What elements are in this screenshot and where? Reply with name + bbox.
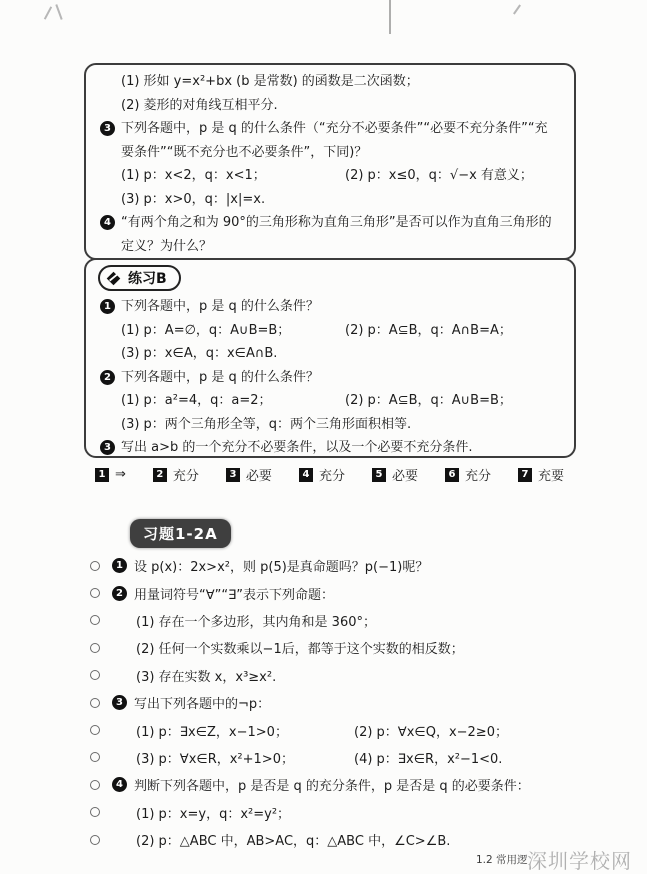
answer-item (299, 465, 345, 484)
margin-circle-icon (90, 698, 100, 708)
item-text: 下列各题中，p 是 q 的什么条件？ (121, 369, 319, 385)
item-number-badge: 4 (112, 777, 127, 792)
answer-text: 充要 (537, 469, 564, 484)
item-text: (1) p：x=y，q：x²=y²； (136, 806, 291, 822)
item-number-badge: 1 (100, 299, 115, 314)
list-item (100, 70, 560, 94)
list-item (100, 366, 560, 390)
answer-text: ⇒ (115, 467, 126, 482)
problem-box-exercise-b (84, 258, 576, 458)
item-text: (2) p：∀x∈Q，x−2≥0； (354, 724, 508, 740)
exercise-row (90, 799, 588, 826)
item-text: (1) p：A=∅，q：A∪B=B； (121, 322, 291, 338)
item-text: (2) 任何一个实数乘以−1后，都等于这个实数的相反数； (136, 642, 464, 658)
exercise-row (90, 689, 588, 716)
margin-circle-icon (90, 780, 100, 790)
exercise-row (90, 662, 588, 689)
item-number-badge: 3 (112, 695, 127, 710)
watermark: 深圳学校网 (527, 849, 632, 873)
item-text: (2) p：A⊆B，q：A∩B=A； (345, 322, 512, 338)
answer-item (445, 465, 491, 484)
margin-circle-icon (90, 615, 100, 625)
item-text: 用量词符号“∀”“∃”表示下列命题： (134, 587, 335, 603)
item-text: (3) p：∀x∈R，x²+1>0； (136, 751, 294, 767)
scan-artifact (389, 0, 391, 34)
answer-item (372, 465, 418, 484)
item-text: (1) p：x<2，q：x<1； (121, 168, 266, 183)
exercise-row (90, 607, 588, 634)
item-number-badge: 3 (100, 121, 115, 136)
list-item (100, 211, 560, 258)
scan-artifact (44, 6, 52, 19)
item-text: (1) 存在一个多边形，其内角和是 360°； (136, 614, 376, 630)
list-item (100, 389, 560, 413)
item-number-badge: 2 (100, 370, 115, 385)
item-text: 判断下列各题中，p 是否是 q 的充分条件，p 是否是 q 的必要条件： (134, 779, 530, 795)
item-text: (2) p：△ABC 中，AB>AC，q：△ABC 中，∠C>∠B. (136, 834, 451, 850)
list-item (100, 117, 560, 164)
exercise-row (90, 579, 588, 606)
scan-artifact (513, 4, 521, 14)
answer-text: 充分 (172, 469, 199, 484)
exercise-b-tab (98, 265, 181, 291)
answer-number-badge: 4 (299, 468, 313, 482)
answer-item (95, 467, 126, 482)
margin-circle-icon (90, 835, 100, 845)
list-item (100, 342, 560, 366)
list-item (100, 94, 560, 118)
item-text: (4) p：∃x∈R，x²−1<0. (354, 751, 503, 767)
answer-text: 必要 (391, 469, 418, 484)
item-text: 写出 a>b 的一个充分不必要条件，以及一个必要不充分条件. (121, 440, 473, 455)
answer-item (518, 465, 564, 484)
list-item (100, 413, 560, 437)
item-text: (2) p：A⊆B，q：A∪B=B； (345, 393, 512, 408)
answer-text: 必要 (245, 469, 272, 484)
answer-text: 充分 (318, 469, 345, 484)
margin-circle-icon (90, 561, 100, 571)
item-text: (1) p：a²=4，q：a=2； (121, 393, 272, 408)
item-text: (1) p：∃x∈Z，x−1>0； (136, 724, 288, 740)
item-text: (2) 菱形的对角线互相平分. (121, 97, 278, 113)
exercise-b-label: 练习B (128, 271, 167, 287)
item-text: 下列各题中，p 是 q 的什么条件？ (121, 299, 319, 314)
answer-number-badge: 2 (153, 468, 167, 482)
margin-circle-icon (90, 725, 100, 735)
answer-number-badge: 1 (95, 468, 109, 482)
item-text: (3) 存在实数 x，x³≥x². (136, 669, 277, 685)
exercise-row (90, 552, 588, 579)
item-text: (3) p：x>0，q：|x|=x. (121, 191, 266, 207)
margin-circle-icon (90, 807, 100, 817)
answer-number-badge: 7 (518, 468, 532, 482)
margin-circle-icon (90, 588, 100, 598)
answer-item (153, 465, 199, 484)
item-text: 设 p(x)：2x>x²，则 p(5)是真命题吗？p(−1)呢？ (134, 560, 429, 576)
scan-artifact (55, 4, 62, 20)
list-item (100, 295, 560, 319)
item-text: (2) p：x≤0，q：√−x 有意义； (345, 168, 533, 183)
item-number-badge: 1 (112, 558, 127, 573)
list-item (100, 164, 560, 188)
item-text: 写出下列各题中的¬p： (134, 697, 271, 713)
item-number-badge: 2 (112, 586, 127, 601)
answer-item (226, 465, 272, 484)
page-footer-section: 1.2 常用逻 (476, 854, 528, 866)
exercise-list (90, 552, 588, 853)
margin-circle-icon (90, 670, 100, 680)
item-number-badge: 3 (100, 440, 115, 455)
exercise-set-badge: 习题1-2A (130, 519, 231, 548)
item-text: “有两个角之和为 90°的三角形称为直角三角形”是否可以作为直角三角形的定义？为什么？ (121, 215, 552, 254)
exercise-row (90, 716, 588, 743)
list-item (100, 319, 560, 343)
exercise-row (90, 771, 588, 798)
answer-key-row (95, 465, 564, 484)
margin-circle-icon (90, 752, 100, 762)
item-text: (1) 形如 y=x²+bx (b 是常数) 的函数是二次函数； (121, 74, 419, 89)
exercise-row (90, 634, 588, 661)
exercise-row (90, 744, 588, 771)
item-number-badge: 4 (100, 215, 115, 230)
item-text: 下列各题中，p 是 q 的什么条件（“充分不必要条件”“必要不充分条件”“充要条件”“既不充分也不必要条件”，下同)？ (121, 121, 548, 160)
answer-number-badge: 3 (226, 468, 240, 482)
margin-circle-icon (90, 643, 100, 653)
answer-number-badge: 6 (445, 468, 459, 482)
answer-number-badge: 5 (372, 468, 386, 482)
problem-box-top (84, 63, 576, 260)
item-text: (3) p：两个三角形全等，q：两个三角形面积相等. (121, 416, 412, 432)
list-item (100, 188, 560, 212)
exercise-icon (105, 270, 122, 287)
exercise-row (90, 826, 588, 853)
item-text: (3) p：x∈A，q：x∈A∩B. (121, 346, 278, 361)
answer-text: 充分 (464, 469, 491, 484)
list-item (100, 436, 560, 460)
